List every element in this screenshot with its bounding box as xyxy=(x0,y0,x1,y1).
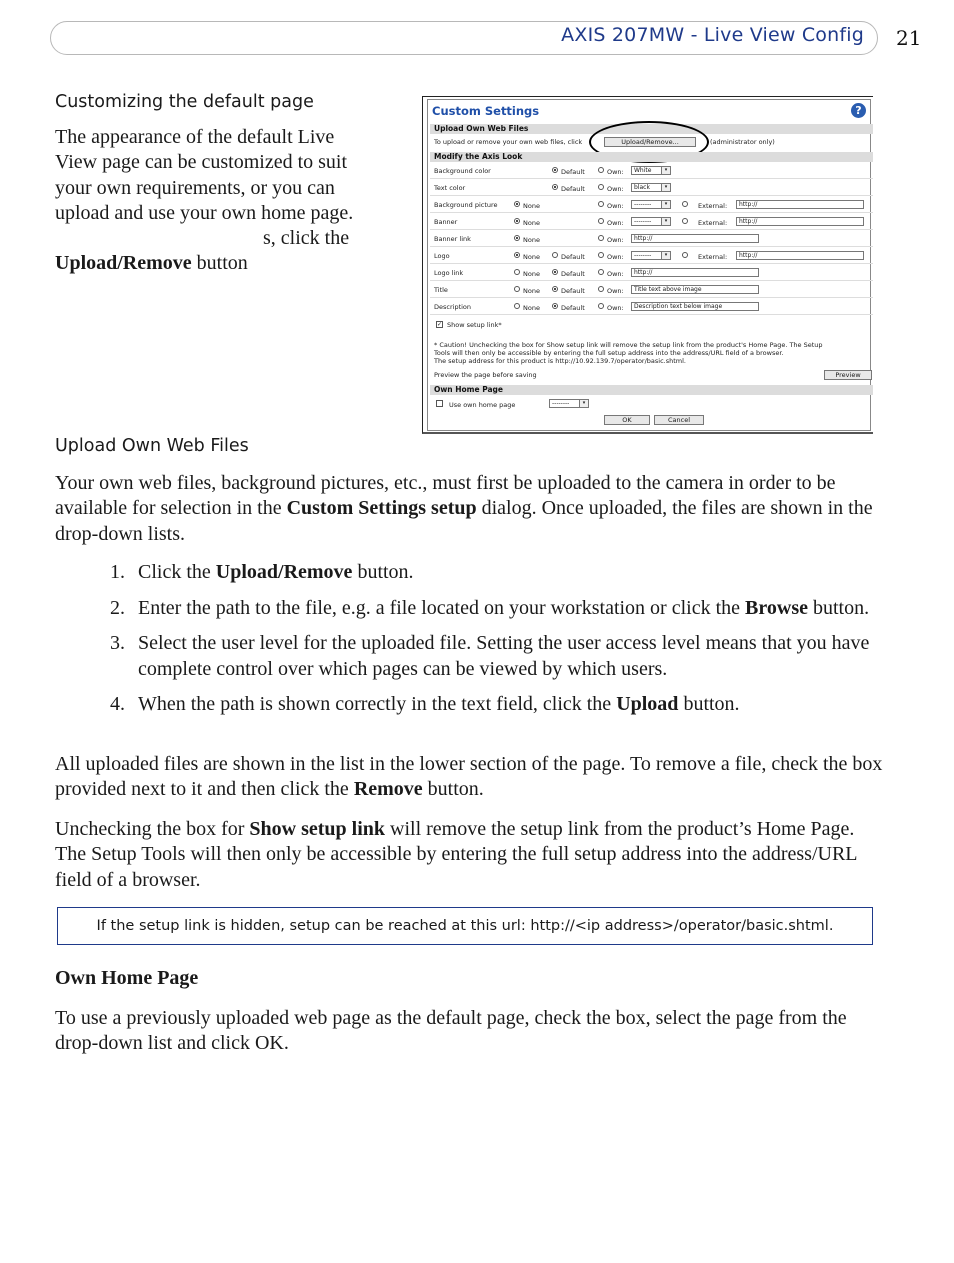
show-setup-link-checkbox[interactable]: ✓ xyxy=(437,321,443,328)
title-none-radio[interactable] xyxy=(514,286,520,292)
opt-label: External: xyxy=(698,219,728,227)
list-item: 2. Enter the path to the file, e.g. a file located on your workstation or click the Browse button. xyxy=(110,596,870,619)
logo-external-radio[interactable] xyxy=(682,252,688,258)
row-label-logo-link: Logo link xyxy=(434,269,464,277)
banner-link-own-radio[interactable] xyxy=(598,235,604,241)
opt-label: Default xyxy=(561,168,585,176)
bg-color-select[interactable]: White ▾ xyxy=(631,166,671,175)
preview-label: Preview the page before saving xyxy=(434,371,537,379)
logo-link-input[interactable]: http:// xyxy=(631,268,759,277)
upload-remove-button[interactable]: Upload/Remove... xyxy=(604,137,696,147)
banner-url-input[interactable]: http:// xyxy=(736,217,864,226)
upload-instruction: To upload or remove your own web files, click xyxy=(434,138,583,146)
chevron-down-icon: ▾ xyxy=(579,400,588,407)
own-home-select[interactable]: -------- ▾ xyxy=(549,399,589,408)
customizing-heading: Customizing the default page xyxy=(55,92,314,112)
bg-color-default-radio[interactable] xyxy=(552,167,558,173)
cancel-button[interactable]: Cancel xyxy=(654,415,704,425)
logo-url-input[interactable]: http:// xyxy=(736,251,864,260)
bg-picture-url-input[interactable]: http:// xyxy=(736,200,864,209)
remove-paragraph: All uploaded files are shown in the list in the lower section of the page. To remove a file, check the box provided next to it and then click the Remove button. xyxy=(55,753,883,801)
opt-label: Own: xyxy=(607,304,624,312)
opt-label: Default xyxy=(561,253,585,261)
opt-label: Own: xyxy=(607,219,624,227)
caution-line: * Caution! Unchecking the box for Show setup link will remove the setup link from the product's Home Page. The Setup xyxy=(434,341,823,349)
custom-settings-title: Custom Settings xyxy=(432,104,540,118)
banner-link-none-radio[interactable] xyxy=(514,235,520,241)
custom-settings-screenshot xyxy=(422,96,873,434)
text-color-default-radio[interactable] xyxy=(552,184,558,190)
preview-button[interactable]: Preview xyxy=(824,370,872,380)
intro-paragraph: The appearance of the default Live View page can be customized to suit your own requirements, or you can upload and use your own home page. s, click the Upload/Remove button xyxy=(55,126,354,275)
opt-label: None xyxy=(523,304,540,312)
row-label-description: Description xyxy=(434,303,472,311)
row-separator xyxy=(430,314,873,315)
caution-line: Tools will then only be accessible by entering the full setup address into the address/URL field of a browser. xyxy=(434,349,784,357)
banner-own-radio[interactable] xyxy=(598,218,604,224)
row-separator xyxy=(430,195,873,196)
chevron-down-icon: ▾ xyxy=(661,201,670,208)
logo-select[interactable]: -------- ▾ xyxy=(631,251,671,260)
caution-line: The setup address for this product is http://10.92.139.7/operator/basic.shtml. xyxy=(434,357,686,365)
logo-own-radio[interactable] xyxy=(598,252,604,258)
description-input[interactable]: Description text below image xyxy=(631,302,759,311)
description-default-radio[interactable] xyxy=(552,303,558,309)
banner-external-radio[interactable] xyxy=(682,218,688,224)
opt-label: External: xyxy=(698,253,728,261)
opt-label: Own: xyxy=(607,202,624,210)
opt-label: Own: xyxy=(607,236,624,244)
logo-link-default-radio[interactable] xyxy=(552,269,558,275)
chevron-down-icon: ▾ xyxy=(661,167,670,174)
opt-label: None xyxy=(523,253,540,261)
row-label-bg-color: Background color xyxy=(434,167,491,175)
chevron-down-icon: ▾ xyxy=(661,184,670,191)
opt-label: Own: xyxy=(607,168,624,176)
row-label-banner-link: Banner link xyxy=(434,235,471,243)
use-own-home-label: Use own home page xyxy=(449,401,516,409)
banner-select[interactable]: -------- ▾ xyxy=(631,217,671,226)
upload-steps-list xyxy=(110,560,880,728)
ok-button[interactable]: OK xyxy=(604,415,650,425)
opt-label: None xyxy=(523,236,540,244)
setup-link-paragraph: Unchecking the box for Show setup link will remove the setup link from the product’s Home Page. The Setup Tools will then only be accessible by entering the full setup address into the address/URL field of a browser. xyxy=(55,818,857,891)
own-home-section-bar: Own Home Page xyxy=(430,385,873,395)
opt-label: Own: xyxy=(607,253,624,261)
title-default-radio[interactable] xyxy=(552,286,558,292)
logo-link-own-radio[interactable] xyxy=(598,269,604,275)
logo-default-radio[interactable] xyxy=(552,252,558,258)
opt-label: Own: xyxy=(607,270,624,278)
text-color-select[interactable]: black ▾ xyxy=(631,183,671,192)
bg-picture-external-radio[interactable] xyxy=(682,201,688,207)
list-item: 1. Click the Upload/Remove button. xyxy=(110,561,414,583)
row-separator xyxy=(430,178,873,179)
opt-label: Own: xyxy=(607,185,624,193)
description-none-radio[interactable] xyxy=(514,303,520,309)
row-label-bg-picture: Background picture xyxy=(434,201,498,209)
opt-label: None xyxy=(523,202,540,210)
row-separator xyxy=(430,246,873,247)
chevron-down-icon: ▾ xyxy=(661,218,670,225)
row-separator xyxy=(430,263,873,264)
upload-heading: Upload Own Web Files xyxy=(55,436,249,456)
list-item: 3. Select the user level for the uploaded file. Setting the user access level means that you have complete control over which pages can be viewed by which users. xyxy=(110,632,870,680)
row-label-banner: Banner xyxy=(434,218,458,226)
row-separator xyxy=(430,297,873,298)
opt-label: Default xyxy=(561,270,585,278)
own-home-heading: Own Home Page xyxy=(55,967,199,989)
opt-label: Default xyxy=(561,287,585,295)
screenshot-frame xyxy=(427,99,871,431)
upload-admin-note: (administrator only) xyxy=(710,138,775,146)
opt-label: Default xyxy=(561,185,585,193)
setup-url-note: If the setup link is hidden, setup can be reached at this url: http://<ip address>/operator/basic.shtml. xyxy=(57,907,873,945)
bg-color-own-radio[interactable] xyxy=(598,167,604,173)
logo-link-none-radio[interactable] xyxy=(514,269,520,275)
row-label-title: Title xyxy=(434,286,448,294)
opt-label: None xyxy=(523,219,540,227)
logo-none-radio[interactable] xyxy=(514,252,520,258)
text-color-own-radio[interactable] xyxy=(598,184,604,190)
upload-section-bar: Upload Own Web Files xyxy=(430,124,873,134)
title-input[interactable]: Title text above image xyxy=(631,285,759,294)
opt-label: None xyxy=(523,270,540,278)
banner-link-input[interactable]: http:// xyxy=(631,234,759,243)
description-own-radio[interactable] xyxy=(598,303,604,309)
own-home-paragraph: To use a previously uploaded web page as the default page, check the box, select the page from the drop-down list and click OK. xyxy=(55,1007,847,1055)
opt-label: None xyxy=(523,287,540,295)
page-number: 21 xyxy=(896,26,922,50)
opt-label: Own: xyxy=(607,287,624,295)
help-icon[interactable]: ? xyxy=(851,103,866,118)
modify-section-bar: Modify the Axis Look xyxy=(430,152,873,162)
title-own-radio[interactable] xyxy=(598,286,604,292)
row-label-text-color: Text color xyxy=(434,184,466,192)
use-own-home-checkbox[interactable] xyxy=(436,400,443,407)
row-label-logo: Logo xyxy=(434,252,450,260)
opt-label: External: xyxy=(698,202,728,210)
opt-label: Default xyxy=(561,304,585,312)
bg-picture-own-radio[interactable] xyxy=(598,201,604,207)
row-separator xyxy=(430,280,873,281)
chevron-down-icon: ▾ xyxy=(661,252,670,259)
row-separator xyxy=(430,212,873,213)
upload-paragraph: Your own web files, background pictures, etc., must first be uploaded to the camera in order to be available for selection in the Custom Settings setup dialog. Once uploaded, the files are shown in the drop-down lists. xyxy=(55,472,873,545)
bg-picture-select[interactable]: -------- ▾ xyxy=(631,200,671,209)
list-item: 4. When the path is shown correctly in the text field, click the Upload button. xyxy=(110,693,740,715)
show-setup-link-label: Show setup link* xyxy=(447,321,502,329)
row-separator xyxy=(430,229,873,230)
banner-none-radio[interactable] xyxy=(514,218,520,224)
bg-picture-none-radio[interactable] xyxy=(514,201,520,207)
header-title: AXIS 207MW - Live View Config xyxy=(561,24,864,46)
